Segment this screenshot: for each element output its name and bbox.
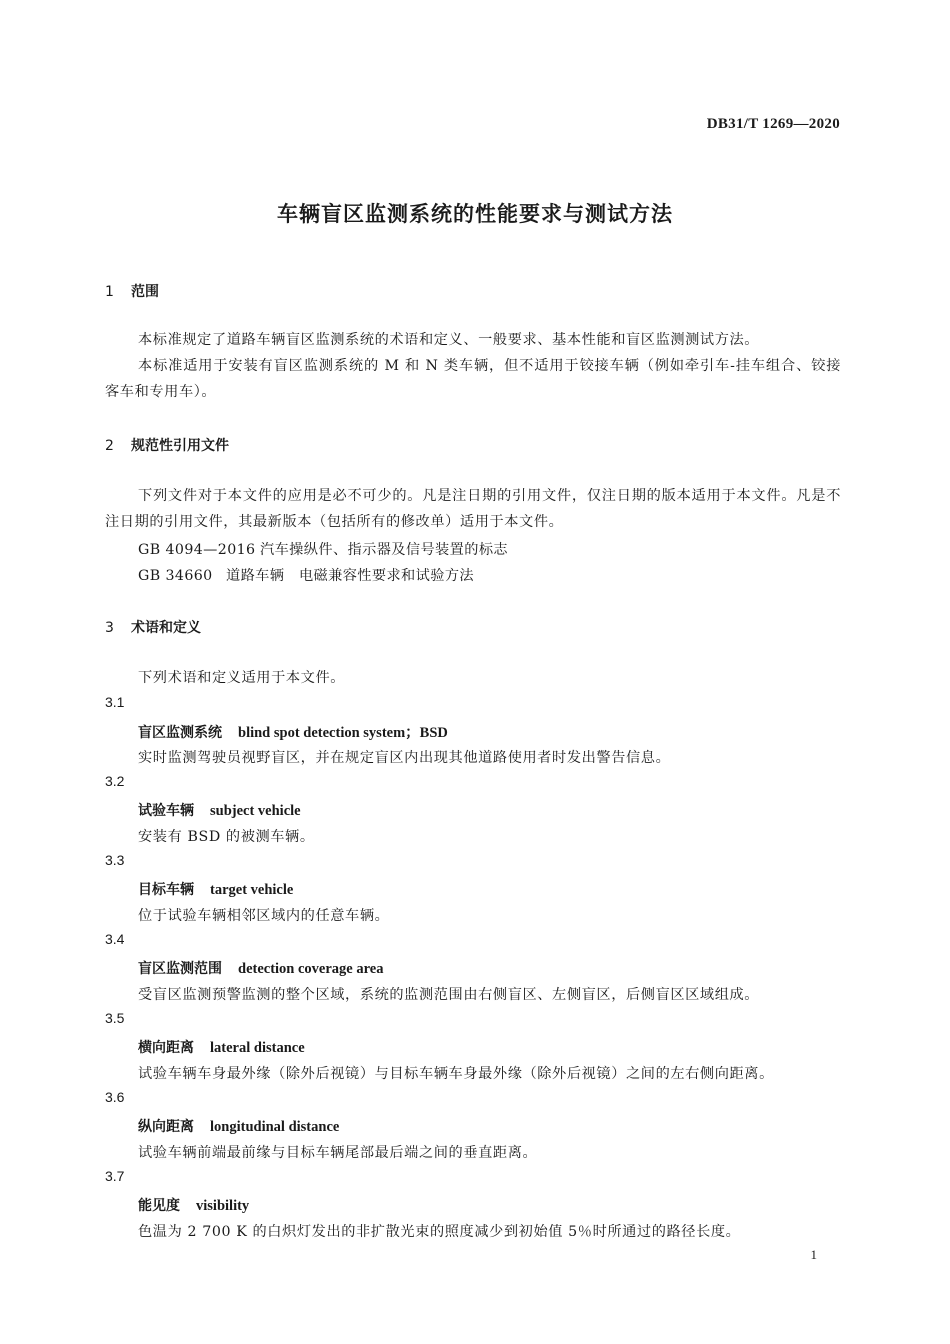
- section-1-para-1: 本标准规定了道路车辆盲区监测系统的术语和定义、一般要求、基本性能和盲区监测测试方法。: [138, 332, 760, 348]
- term-english: subject vehicle: [210, 803, 301, 819]
- term-heading: [138, 879, 293, 899]
- term-chinese: 试验车辆: [138, 803, 194, 819]
- page-number: 1: [810, 1247, 817, 1262]
- section-2-para-1: 下列文件对于本文件的应用是必不可少的。凡是注日期的引用文件，仅注日期的版本适用于本文件。凡是不注日期的引用文件，其最新版本（包括所有的修改单）适用于本文件。: [105, 488, 841, 530]
- term-number: 3.4: [105, 931, 125, 947]
- section-title: 术语和定义: [131, 620, 201, 636]
- term-definition: 位于试验车辆相邻区域内的任意车辆。: [138, 908, 390, 924]
- section-3-intro: 下列术语和定义适用于本文件。: [138, 670, 346, 686]
- section-1-para-2: 本标准适用于安装有盲区监测系统的 M 和 N 类车辆，但不适用于铰接车辆（例如牵引车-挂车组合、铰接客车和专用车）。: [105, 358, 841, 400]
- standard-code: DB31/T 1269—2020: [706, 116, 840, 132]
- term-chinese: 纵向距离: [138, 1119, 194, 1135]
- reference-title: 汽车操纵件、指示器及信号装置的标志: [260, 542, 508, 558]
- term-chinese: 横向距离: [138, 1040, 194, 1056]
- term-english: visibility: [196, 1198, 250, 1214]
- reference-title: 道路车辆 电磁兼容性要求和试验方法: [226, 568, 474, 584]
- term-chinese: 能见度: [138, 1198, 180, 1214]
- term-english: blind spot detection system；BSD: [238, 725, 448, 741]
- term-number: 3.3: [105, 852, 125, 868]
- section-2-heading: [105, 435, 229, 455]
- term-english: longitudinal distance: [210, 1119, 340, 1135]
- reference-item: [138, 539, 508, 559]
- term-definition: 试验车辆前端最前缘与目标车辆尾部最后端之间的垂直距离。: [138, 1145, 538, 1161]
- term-definition: 安装有 BSD 的被测车辆。: [138, 829, 315, 845]
- term-number: 3.2: [105, 773, 125, 789]
- section-number: 1: [105, 284, 114, 300]
- term-chinese: 盲区监测系统: [138, 725, 222, 741]
- term-definition: 色温为 2 700 K 的白炽灯发出的非扩散光束的照度减少到初始值 5％时所通过的路径长度。: [138, 1224, 741, 1240]
- term-heading: [138, 1116, 339, 1136]
- section-title: 范围: [131, 284, 159, 300]
- section-title: 规范性引用文件: [131, 438, 229, 454]
- section-3-heading: [105, 617, 201, 637]
- reference-code: GB 34660: [138, 568, 213, 584]
- section-number: 2: [105, 438, 114, 454]
- term-number: 3.7: [105, 1168, 125, 1184]
- term-heading: [138, 1037, 305, 1057]
- document-title: 车辆盲区监测系统的性能要求与测试方法: [277, 202, 673, 226]
- term-heading: [138, 958, 383, 978]
- term-number: 3.1: [105, 694, 125, 710]
- section-number: 3: [105, 620, 114, 636]
- term-definition: 试验车辆车身最外缘（除外后视镜）与目标车辆车身最外缘（除外后视镜）之间的左右侧向距离。: [138, 1066, 774, 1082]
- section-1-heading: [105, 281, 159, 301]
- term-definition: 实时监测驾驶员视野盲区，并在规定盲区内出现其他道路使用者时发出警告信息。: [138, 750, 671, 766]
- term-number: 3.6: [105, 1089, 125, 1105]
- term-heading: [138, 721, 448, 742]
- term-heading: [138, 800, 301, 820]
- term-english: lateral distance: [210, 1040, 305, 1056]
- term-number: 3.5: [105, 1010, 125, 1026]
- term-definition: 受盲区监测预警监测的整个区域，系统的监测范围由右侧盲区、左侧盲区，后侧盲区区域组成。: [138, 987, 760, 1003]
- reference-item: [138, 565, 474, 585]
- term-heading: [138, 1195, 249, 1215]
- term-chinese: 目标车辆: [138, 882, 194, 898]
- term-chinese: 盲区监测范围: [138, 961, 222, 977]
- reference-code: GB 4094—2016: [138, 542, 256, 558]
- term-english: detection coverage area: [238, 961, 384, 977]
- term-english: target vehicle: [210, 882, 294, 898]
